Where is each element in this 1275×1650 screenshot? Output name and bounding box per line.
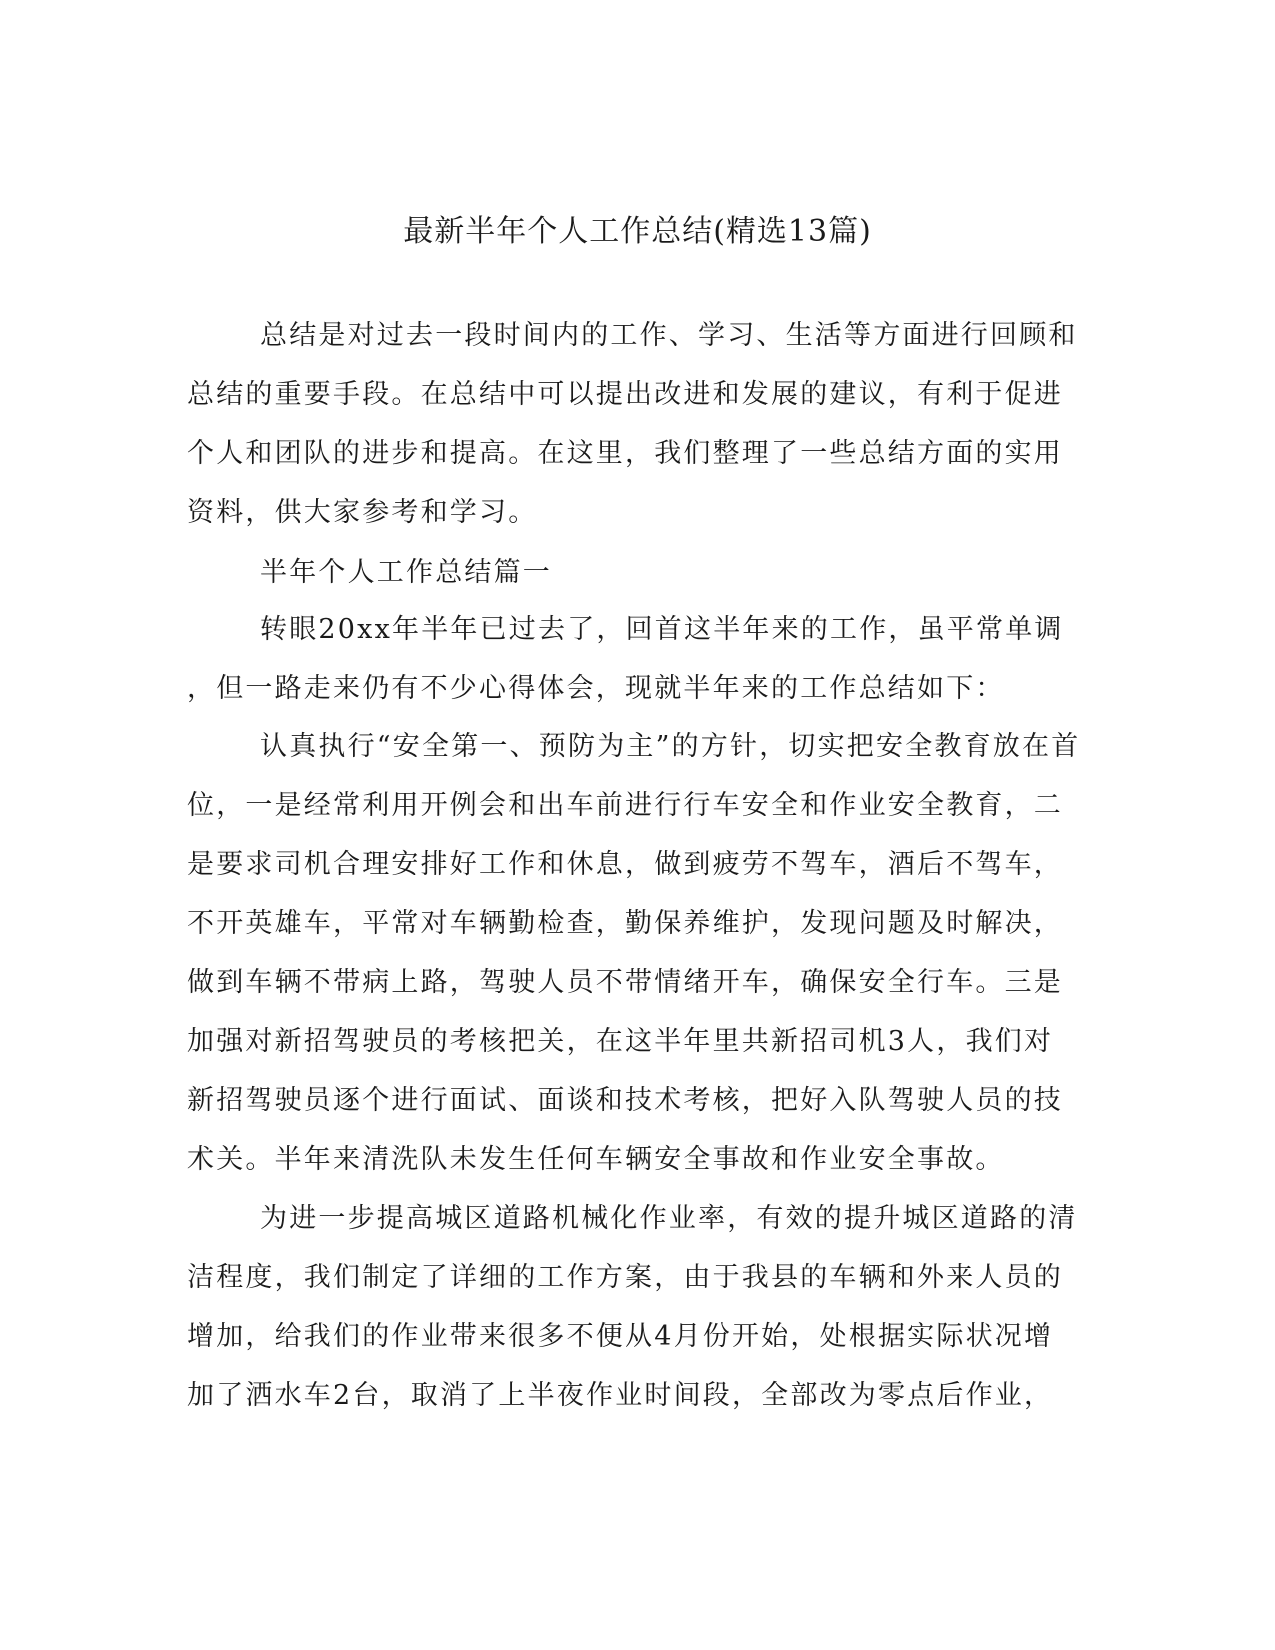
paragraph-line: 总结的重要手段。在总结中可以提出改进和发展的建议，有利于促进 xyxy=(187,379,1063,410)
document-title: 最新半年个人工作总结(精选13篇) xyxy=(403,214,872,249)
paragraph-line: 洁程度，我们制定了详细的工作方案，由于我县的车辆和外来人员的 xyxy=(187,1262,1063,1293)
paragraph-line: 总结是对过去一段时间内的工作、学习、生活等方面进行回顾和 xyxy=(260,320,1078,351)
paragraph-line: 转眼20xx年半年已过去了，回首这半年来的工作，虽平常单调 xyxy=(260,614,1064,645)
paragraph-line: 加了洒水车2台，取消了上半夜作业时间段，全部改为零点后作业， xyxy=(187,1380,1054,1411)
paragraph-line: 加强对新招驾驶员的考核把关，在这半年里共新招司机3人，我们对 xyxy=(187,1026,1054,1057)
paragraph-line: 个人和团队的进步和提高。在这里，我们整理了一些总结方面的实用 xyxy=(187,438,1063,469)
paragraph-line: 位，一是经常利用开例会和出车前进行行车安全和作业安全教育，二 xyxy=(187,790,1063,821)
paragraph-line: 新招驾驶员逐个进行面试、面谈和技术考核，把好入队驾驶人员的技 xyxy=(187,1085,1063,1116)
paragraph-line: 术关。半年来清洗队未发生任何车辆安全事故和作业安全事故。 xyxy=(187,1144,1005,1175)
paragraph-line: 做到车辆不带病上路，驾驶人员不带情绪开车，确保安全行车。三是 xyxy=(187,967,1063,998)
paragraph-line: 是要求司机合理安排好工作和休息，做到疲劳不驾车，酒后不驾车， xyxy=(187,849,1063,880)
paragraph-line: 为进一步提高城区道路机械化作业率，有效的提升城区道路的清 xyxy=(260,1203,1078,1234)
paragraph-line: 增加，给我们的作业带来很多不便从4月份开始，处根据实际状况增 xyxy=(187,1321,1054,1352)
section-heading: 半年个人工作总结篇一 xyxy=(260,557,552,588)
paragraph-line: 认真执行“安全第一、预防为主”的方针，切实把安全教育放在首 xyxy=(260,731,1081,762)
paragraph-line: ，但一路走来仍有不少心得体会，现就半年来的工作总结如下： xyxy=(187,673,1005,704)
paragraph-line: 不开英雄车，平常对车辆勤检查，勤保养维护，发现问题及时解决， xyxy=(187,908,1063,939)
paragraph-line: 资料，供大家参考和学习。 xyxy=(187,497,538,528)
